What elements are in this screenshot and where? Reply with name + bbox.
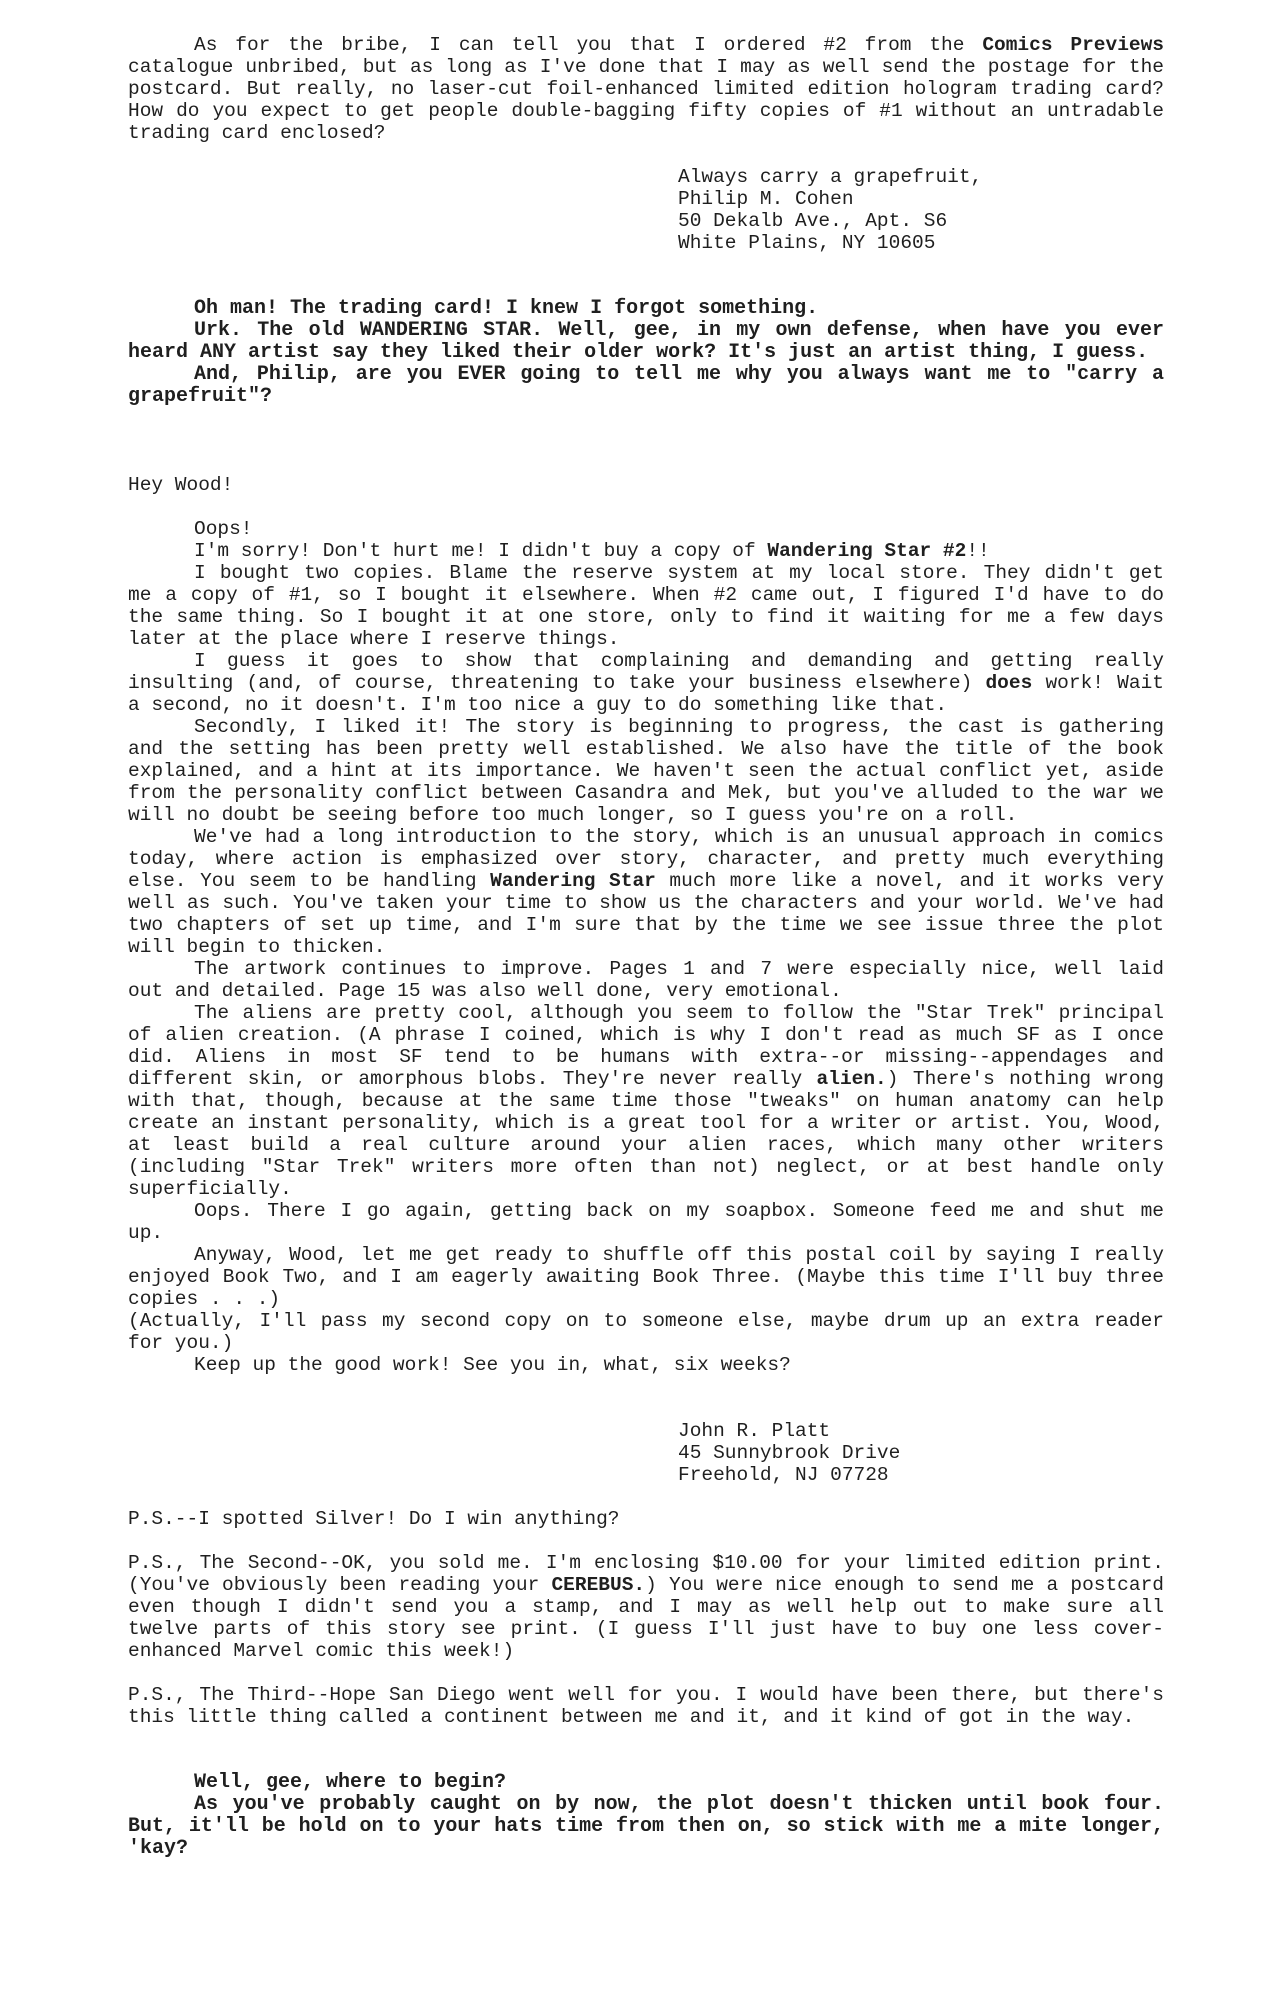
wandering-star-2-title: Wandering Star #2 — [767, 540, 967, 562]
letter-paragraph: Keep up the good work! See you in, what, six weeks? — [194, 1354, 791, 1376]
letter-paragraph: (Actually, I'll pass my second copy on to someone else, maybe drum up an extra reader for you.) — [128, 1310, 1164, 1354]
letter-paragraph: I bought two copies. Blame the reserve system at my local store. They didn't get me a copy of #1, so I bought it elsewhere. When #2 came out, I figured I'd have to do the same thing. So I bought it at one store, only to find it waiting for me a few days later at the place where I reserve things. — [128, 562, 1164, 650]
editor-reply-1 — [128, 298, 1164, 408]
signature-street: 45 Sunnybrook Drive — [678, 1442, 901, 1464]
signature-city: White Plains, NY 10605 — [678, 232, 936, 254]
letter-paragraph: We've had a long introduction to the story, which is an unusual approach in comics today, where action is emphasized over story, character, and pretty much everything else. You seem to be handling Wandering Star much more like a novel, and it works very well as such. You've taken your time to show us the characters and your world. We've had two chapters of set up time, and I'm sure that by the time we see issue three the plot will begin to thicken. — [128, 826, 1165, 958]
wandering-star-title: Wandering Star — [490, 870, 656, 892]
cerebus-title: CEREBUS. — [551, 1574, 646, 1596]
signature-name: Philip M. Cohen — [678, 188, 854, 210]
reply-paragraph: And, Philip, are you EVER going to tell me why you always want me to "carry a grapefruit"? — [128, 363, 1164, 408]
reply-paragraph: Oh man! The trading card! I knew I forgot something. — [194, 297, 819, 320]
letter2-greeting: Hey Wood! — [128, 474, 234, 496]
postscript-1: P.S.--I spotted Silver! Do I win anything? — [128, 1508, 620, 1530]
reply-paragraph: Well, gee, where to begin? — [194, 1771, 507, 1794]
letter-paragraph: I guess it goes to show that complaining and demanding and getting really insulting (and, of course, threatening to take your business elsewhere) does work! Wait a second, no it doesn't. I'm too nice a guy to do something like that. — [128, 650, 1164, 716]
signature-city: Freehold, NJ 07728 — [678, 1464, 889, 1486]
letter-paragraph: Oops. There I go again, getting back on my soapbox. Someone feed me and shut me up. — [128, 1200, 1164, 1244]
letter-paragraph: Secondly, I liked it! The story is beginning to progress, the cast is gathering and the setting has been pretty well established. We also have the title of the book explained, and a hint at its importance. We haven't seen the actual conflict yet, aside from the personality conflict between Casandra and Mek, but you've alluded to the war we will no doubt be seeing before too much longer, so I guess you're on a roll. — [128, 716, 1164, 826]
editor-reply-2 — [128, 1772, 1164, 1860]
signature-street: 50 Dekalb Ave., Apt. S6 — [678, 210, 948, 232]
postscript-3: P.S., The Third--Hope San Diego went well for you. I would have been there, but there's this little thing called a continent between me and it, and it kind of got in the way. — [128, 1684, 1164, 1728]
letter-paragraph: The aliens are pretty cool, although you seem to follow the "Star Trek" principal of alien creation. (A phrase I coined, which is why I don't read as much SF as I once did. Aliens in most SF tend to be humans with extra--or missing--appendages and different skin, or amorphous blobs. They're never really alien.) There's nothing wrong with that, though, because at the same time those "tweaks" on human anatomy can help create an instant personality, which is a great tool for a writer or artist. You, Wood, at least build a real culture around your alien races, which many other writers (including "Star Trek" writers more often than not) neglect, or at best handle only superficially. — [128, 1002, 1164, 1200]
letter-paragraph: Anyway, Wood, let me get ready to shuffle off this postal coil by saying I really enjoyed Book Two, and I am eagerly awaiting Book Three. (Maybe this time I'll buy three copies . . .) — [128, 1244, 1164, 1310]
reply-paragraph: As you've probably caught on by now, the plot doesn't thicken until book four. But, it'll be hold on to your hats time from then on, so stick with me a mite longer, 'kay? — [128, 1793, 1164, 1860]
letter1-body: As for the bribe, I can tell you that I ordered #2 from the Comics Previews catalogue unbribed, but as long as I've done that I may as well send the postage for the postcard. But really, no laser-cut foil-enhanced limited edition hologram trading card? How do you expect to get people double-bagging fifty copies of #1 without an untradable trading card enclosed? — [128, 34, 1164, 144]
postscript-2: P.S., The Second--OK, you sold me. I'm enclosing $10.00 for your limited edition print. (You've obviously been reading your CEREBUS.) You were nice enough to send me a postcard even though I didn't send you a stamp, and I may as well help out to make sure all twelve parts of this story see print. (I guess I'll just have to buy one less cover-enhanced Marvel comic this week!) — [128, 1552, 1164, 1662]
signature-closing: Always carry a grapefruit, — [678, 166, 983, 188]
reply-paragraph: Urk. The old WANDERING STAR. Well, gee, in my own defense, when have you ever heard ANY artist say they liked their older work? It's just an artist thing, I guess. — [128, 319, 1164, 364]
comics-previews-title: Comics Previews — [982, 34, 1164, 56]
signature-name: John R. Platt — [678, 1420, 831, 1442]
letter-paragraph: Oops! — [194, 518, 253, 540]
letter-paragraph: I'm sorry! Don't hurt me! I didn't buy a copy of Wandering Star #2!! — [194, 540, 990, 562]
letter-paragraph: The artwork continues to improve. Pages 1 and 7 were especially nice, well laid out and detailed. Page 15 was also well done, very emotional. — [128, 958, 1164, 1002]
letter2-signature — [678, 1420, 1164, 1486]
letter2-body — [128, 518, 1164, 1376]
letter1-signature — [678, 166, 1164, 254]
